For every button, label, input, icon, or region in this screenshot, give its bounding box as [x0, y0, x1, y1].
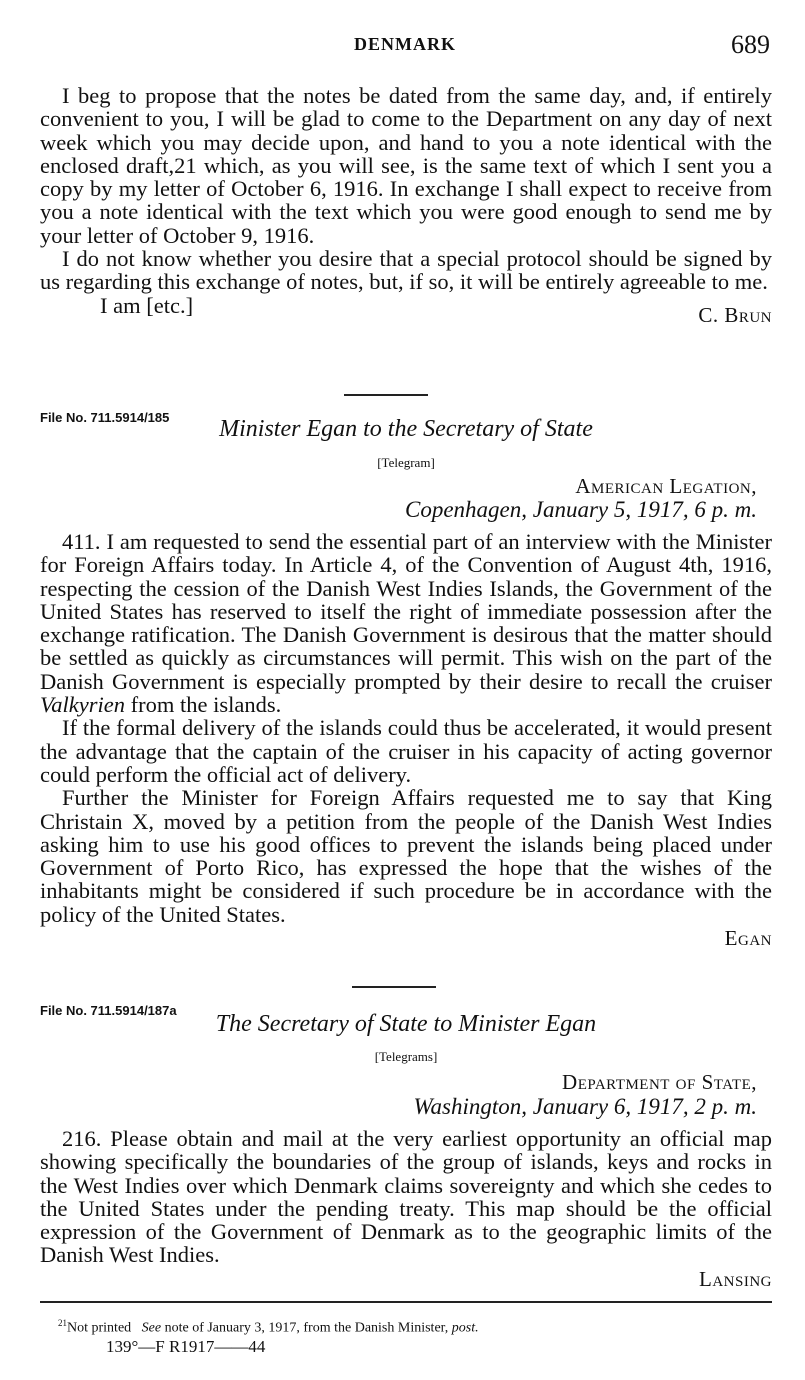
running-header	[40, 30, 770, 60]
file-number: File No. 711.5914/185	[40, 410, 170, 425]
telegram-2-paragraph-1: 216. Please obtain and mail at the very earliest opportunity an official map showing specifically the boundaries of the group of islands, keys and rocks in the West Indies over which Denmark claims sovereignty and which she cedes to the United States under the pending treaty. This map should be the official expression of the Government of Denmark as to the geographic limits of the Danish West Indies.	[40, 1126, 772, 1268]
footnote-see: See	[141, 1320, 162, 1336]
telegram-paragraph-2: If the formal delivery of the islands could thus be accelerated, it would present the advantage that the captain of the cruiser in his capacity of acting governor could perform the official act of delivery.	[40, 715, 772, 787]
letter-signature: C. Brun	[698, 302, 772, 327]
telegram-body-2	[40, 1127, 772, 1292]
letter-paragraph-2: I do not know whether you desire that a special protocol should be signed by us regarding this exchange of notes, but, if so, it will be entirely agreeable to me.	[40, 246, 772, 295]
footnote-rest: note of January 3, 1917, from the Danish Minister,	[164, 1320, 449, 1336]
sender-office-2: Department of State,	[562, 1070, 757, 1094]
ship-name: Valkyrien	[40, 692, 125, 718]
footnote-text: Not printed	[67, 1320, 132, 1336]
footnote-post: post.	[451, 1320, 479, 1336]
running-title: DENMARK	[354, 34, 456, 54]
section-divider	[344, 394, 428, 396]
footnote-marker: 21	[58, 1318, 67, 1328]
telegram-paragraph-3: Further the Minister for Foreign Affairs requested me to say that King Christain X, moved by a petition from the people of the Danish West Indies asking him to use his good offices to prevent the islands being placed under Government of Porto Rico, has expressed the hope that the wishes of the inhabitants might be considered if such procedure be in accordance with the policy of the United States.	[40, 785, 772, 927]
letter-closing: I am [etc.]	[100, 292, 194, 318]
telegram-signature: Egan	[724, 926, 772, 951]
sender-office: American Legation,	[575, 474, 757, 498]
dateline: Copenhagen, January 5, 1917, 6 p. m.	[405, 497, 757, 522]
document-title: Minister Egan to the Secretary of State	[219, 416, 593, 442]
page-number: 689	[731, 30, 770, 59]
letter-paragraph-1: I beg to propose that the notes be dated from the same day, and, if entirely convenient to you, I will be glad to come to the Department on any day of next week which you may decide upon, and hand to you a note identical with the enclosed draft,21 which, as you will see, is the same text of which I sent you a copy by my letter of October 6, 1916. In exchange I shall expect to receive from you a note identical with the text which you were good enough to send me by your letter of October 9, 1916.	[40, 83, 772, 248]
letter-continuation	[40, 84, 772, 328]
telegram-paragraph-1-text: 411. I am requested to send the essential part of an interview with the Minister for Foreign Affairs today. In Article 4, of the Convention of August 4th, 1916, respecting the cession of the Danish West Indies Islands, the Government of the United States has reserved to itself the right of immediate possession after the exchange ratification. The Danish Government is desirous that the matter should be settled as quickly as circumstances will permit. This wish on the part of the Danish Government is especially prompted by their desire to recall the cruiser	[40, 529, 772, 694]
telegram-2-signature: Lansing	[699, 1266, 772, 1291]
document-type: [Telegram]	[377, 455, 435, 470]
document-title-2: The Secretary of State to Minister Egan	[215, 1011, 597, 1037]
footnote	[58, 1318, 479, 1337]
dateline-2: Washington, January 6, 1917, 2 p. m.	[413, 1094, 757, 1119]
telegram-paragraph-1	[40, 530, 772, 716]
telegram-paragraph-1-end: from the islands.	[124, 692, 282, 718]
section-divider-2	[352, 986, 436, 988]
telegram-body	[40, 530, 772, 951]
file-number-2: File No. 711.5914/187a	[40, 1003, 177, 1018]
print-code: 139°—F R1917——44	[106, 1337, 266, 1356]
footnote-rule	[40, 1301, 772, 1303]
document-type-2: [Telegrams]	[374, 1049, 438, 1064]
